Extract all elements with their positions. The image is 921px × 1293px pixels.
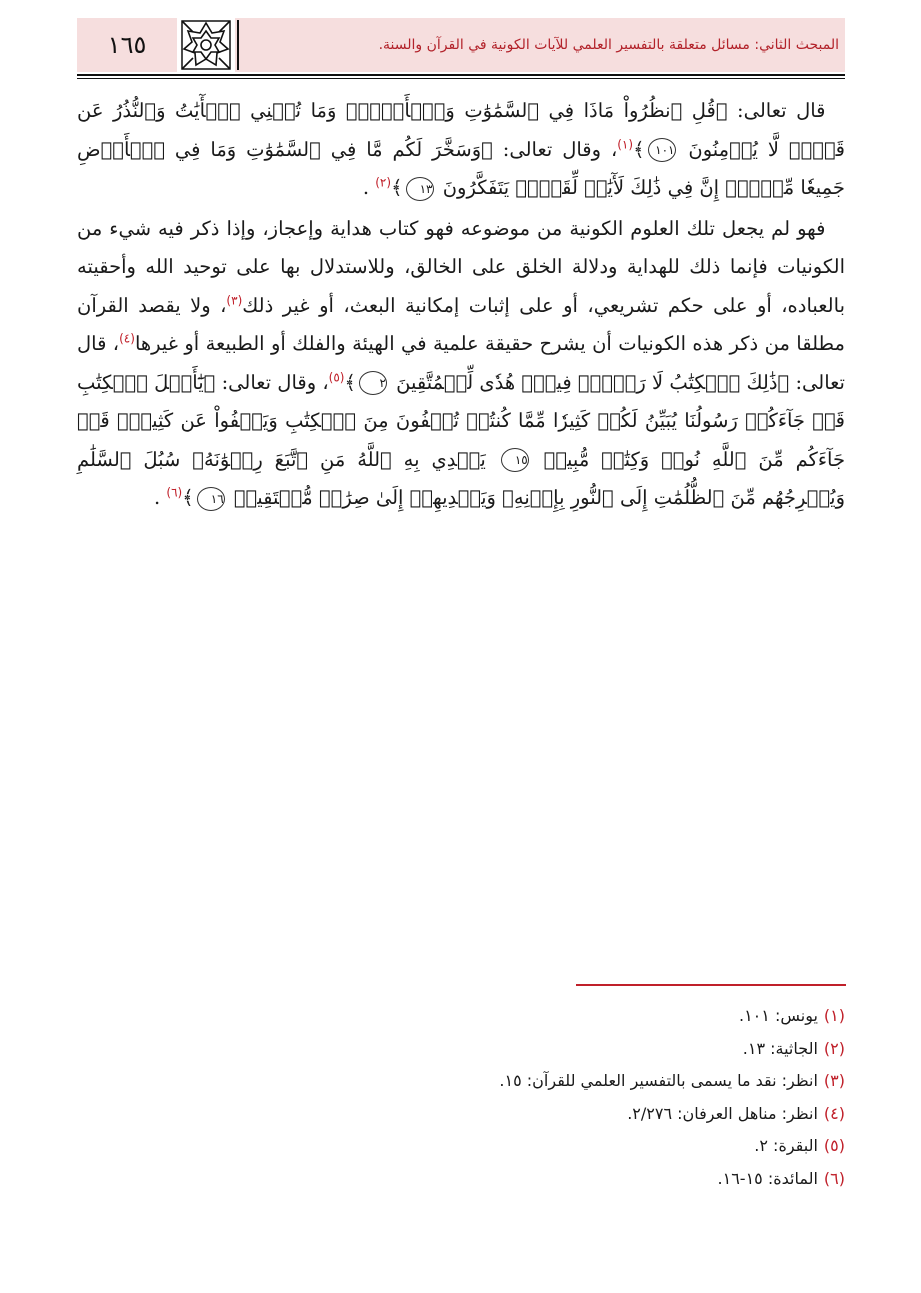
verse-number-icon-5: ١٦	[197, 487, 225, 511]
footnote-item	[77, 1000, 845, 1033]
footnote-item	[77, 1065, 845, 1098]
footnote-number: (٤)	[823, 1103, 845, 1123]
paragraph-1	[77, 92, 845, 208]
running-title: المبحث الثاني: مسائل متعلقة بالتفسير العلمي للآيات الكونية في القرآن والسنة.	[378, 37, 839, 53]
footnote-item	[77, 1098, 845, 1131]
quran-quote-4: ﴿يَٰٓأَهۡلَ ٱلۡكِتَٰبِ قَدۡ جَآءَكُمۡ رَسُولُنَا يُبَيِّنُ لَكُمۡ كَثِيرٗا مِّمَّا كُنتُمۡ تُخۡفُونَ مِنَ ٱلۡكِتَٰبِ وَيَعۡفُواْ عَن كَثِيرٖۚ قَدۡ جَآءَكُم مِّنَ ٱللَّهِ نُورٞ وَكِتَٰبٞ مُّبِينٞ	[77, 370, 845, 471]
header-rule-thin	[77, 78, 845, 79]
page-header	[77, 18, 845, 72]
footnote-ref-1[interactable]: (١)	[617, 137, 634, 151]
ornament-icon	[177, 18, 235, 72]
footnote-ref-5[interactable]: (٥)	[328, 370, 345, 384]
quote-close-1: ﴾	[633, 137, 645, 161]
verse-number-icon-4: ١٥	[501, 448, 529, 472]
paragraph-end-1: .	[362, 176, 370, 199]
verse-number-icon-1: ١٠١	[648, 138, 676, 162]
footnote-text: انظر: مناهل العرفان: ٢/٢٧٦.	[627, 1103, 818, 1123]
footnotes	[77, 1000, 845, 1196]
quote-close-3: ﴾	[344, 370, 356, 394]
footnote-text: البقرة: ٢.	[754, 1136, 818, 1156]
paragraph-end-2: .	[153, 486, 161, 509]
page-number: ١٦٥	[107, 31, 147, 59]
footnote-number: (٥)	[823, 1136, 845, 1156]
header-rule	[77, 74, 845, 76]
quran-quote-1: ﴿قُلِ ٱنظُرُواْ مَاذَا فِي ٱلسَّمَٰوَٰتِ وَٱلۡأَرۡضِۚ وَمَا تُغۡنِي ٱلۡأٓيَٰتُ وَٱلنُّذُرُ عَن قَوۡمٖ لَّا يُؤۡمِنُونَ	[77, 99, 845, 161]
quote-close-2: ﴾	[391, 176, 403, 199]
verse-number-icon-3: ٢	[359, 371, 387, 395]
main-text	[77, 92, 845, 518]
footnote-number: (٢)	[823, 1038, 845, 1058]
footnote-item	[77, 1033, 845, 1066]
footnote-ref-4[interactable]: (٤)	[119, 331, 135, 346]
footnote-item	[77, 1163, 845, 1196]
intro-text-2: ، وقال تعالى:	[502, 137, 618, 161]
footnote-ref-6[interactable]: (٦)	[166, 485, 183, 500]
footnote-ref-2[interactable]: (٢)	[375, 175, 392, 190]
body-text-3: ، قال تعالى:	[77, 332, 845, 394]
footnote-text: يونس: ١٠١.	[738, 1006, 818, 1025]
footnote-text: المائدة: ١٥-١٦.	[717, 1168, 818, 1188]
body-text-2: ، ولا يقصد القرآن مطلقا من ذكر هذه الكونيات أن يشرح حقيقة علمية في الهيئة والفلك أو الطبيعة أو غيرها	[77, 293, 845, 355]
footnote-ref-3[interactable]: (٣)	[226, 293, 243, 307]
footnote-text: الجاثية: ١٣.	[742, 1038, 818, 1058]
footnote-text: انظر: نقد ما يسمى بالتفسير العلمي للقرآن: ١٥.	[499, 1071, 818, 1091]
footnote-separator	[576, 984, 846, 986]
body-text-1: فهو لم يجعل تلك العلوم الكونية من موضوعه فهو كتاب هداية وإعجاز، وإذا ذكر فيه شيء من الكونيات فإنما ذلك للهداية ودلالة الخلق على الخالق، وللاستدلال بها على توحيد الله وأحقيته بالعباده، أو على حكم تشريعي، أو على إثبات إمكانية البعث، أو غير ذلك	[77, 216, 845, 317]
footnote-number: (٦)	[823, 1168, 845, 1188]
footnote-number: (١)	[823, 1006, 845, 1025]
quran-quote-3: ﴿ذَٰلِكَ ٱلۡكِتَٰبُ لَا رَيۡبَۛ فِيهِۛ هُدٗى لِّلۡمُتَّقِينَ	[396, 370, 790, 394]
footnote-number: (٣)	[823, 1071, 845, 1091]
quote-close-4: ﴾	[182, 486, 194, 509]
intro-text-1: قال تعالى:	[737, 99, 826, 122]
verse-number-icon-2: ١٣	[406, 177, 434, 201]
header-divider	[237, 20, 239, 70]
footnote-item	[77, 1130, 845, 1163]
quran-quote-5: يَهۡدِي بِهِ ٱللَّهُ مَنِ ٱتَّبَعَ رِضۡوَٰنَهُۥ سُبُلَ ٱلسَّلَٰمِ وَيُخۡرِجُهُم مِّنَ ٱلظُّلُمَٰتِ إِلَى ٱلنُّورِ بِإِذۡنِهِۦ وَيَهۡدِيهِمۡ إِلَىٰ صِرَٰطٖ مُّسۡتَقِيمٖ	[77, 447, 845, 509]
quran-quote-2: ﴿وَسَخَّرَ لَكُم مَّا فِي ٱلسَّمَٰوَٰتِ وَمَا فِي ٱلۡأَرۡضِ جَمِيعٗا مِّنۡهُۚ إِنَّ فِي ذَٰلِكَ لَأٓيَٰتٖ لِّقَوۡمٖ يَتَفَكَّرُونَ	[77, 137, 845, 199]
body-text-4: ، وقال تعالى:	[221, 370, 329, 394]
paragraph-2	[77, 210, 845, 518]
